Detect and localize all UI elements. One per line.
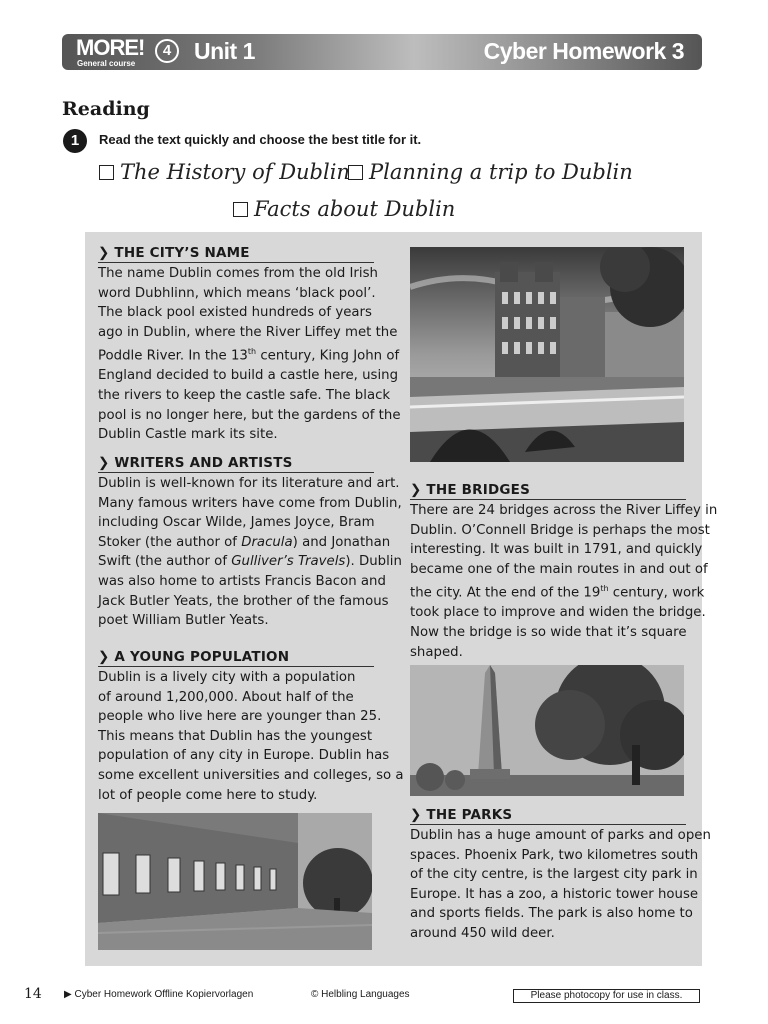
text-city-name [98, 264, 401, 445]
text-line: Swift (the author of Gulliver’s Travels). Dublin [98, 554, 402, 570]
footer-copyright: © Helbling Languages [311, 989, 410, 1000]
text-line: spaces. Phoenix Park, two kilometres south [410, 847, 699, 863]
text-line: poet William Butler Yeats. [98, 613, 269, 629]
heading-population: ❯ A YOUNG POPULATION [98, 649, 374, 667]
option-facts[interactable] [233, 197, 455, 221]
level-badge: 4 [155, 39, 179, 63]
text-line: the city. At the end of the 19th century, work [410, 584, 705, 601]
text-line: population of any city in Europe. Dublin has [98, 748, 390, 764]
section-title: Reading [62, 98, 150, 120]
option-label: The History of Dublin [120, 160, 350, 184]
text-line: and sports fields. The park is also home to [410, 906, 693, 922]
text-line: some excellent universities and colleges, so a [98, 767, 404, 783]
text-line: of the city centre, is the largest city park in [410, 867, 698, 883]
text-line: There are 24 bridges across the River Liffey in [410, 503, 718, 518]
text-line: Dublin. O’Connell Bridge is perhaps the most [410, 522, 710, 538]
heading-writers: ❯ WRITERS AND ARTISTS [98, 455, 374, 473]
footer-reference: ▶ Cyber Homework Offline Kopiervorlagen [64, 989, 254, 1000]
text-line: ago in Dublin, where the River Liffey met the [98, 324, 398, 340]
text-line: shaped. [410, 644, 463, 660]
task-instruction: Read the text quickly and choose the best title for it. [99, 132, 422, 147]
photo-bridge [410, 247, 684, 462]
text-line: This means that Dublin has the youngest [98, 728, 373, 744]
checkbox[interactable] [233, 202, 248, 217]
heading-city-name: ❯ THE CITY’S NAME [98, 245, 374, 263]
checkbox[interactable] [99, 165, 114, 180]
photo-college [98, 813, 372, 950]
text-line: lot of people come here to study. [98, 787, 318, 803]
text-line: became one of the main routes in and out of [410, 561, 708, 577]
heading-parks: ❯ THE PARKS [410, 807, 686, 825]
text-line: England decided to build a castle here, using [98, 368, 399, 384]
text-line: Dublin is a lively city with a population [98, 670, 356, 685]
text-line: The name Dublin comes from the old Irish [98, 266, 378, 281]
text-line: including Oscar Wilde, James Joyce, Bram [98, 515, 375, 531]
photocopy-note: Please photocopy for use in class. [513, 989, 700, 1003]
unit-label: Unit 1 [194, 38, 255, 64]
text-line: people who live here are younger than 25. [98, 709, 382, 725]
text-population [98, 668, 404, 805]
logo-subtitle: General course [77, 59, 136, 68]
homework-title: Cyber Homework 3 [483, 38, 684, 64]
option-planning[interactable] [348, 160, 633, 184]
text-bridges [410, 501, 717, 662]
checkbox[interactable] [348, 165, 363, 180]
text-line: the rivers to keep the castle safe. The black [98, 387, 391, 403]
text-line: Now the bridge is so wide that it’s square [410, 624, 687, 640]
logo: MORE! [76, 35, 145, 60]
option-label: Facts about Dublin [254, 197, 456, 221]
text-writers [98, 474, 402, 631]
text-line: pool is no longer here, but the gardens of the [98, 407, 401, 423]
text-line: was also home to artists Francis Bacon and [98, 573, 386, 589]
task-number: 1 [63, 129, 87, 153]
text-line: took place to improve and widen the bridge. [410, 605, 706, 621]
text-line: Dublin Castle mark its site. [98, 427, 278, 443]
text-line: Jack Butler Yeats, the brother of the famous [98, 593, 389, 609]
text-line: Europe. It has a zoo, a historic tower house [410, 886, 699, 902]
text-line: Poddle River. In the 13th century, King John of [98, 347, 400, 364]
option-label: Planning a trip to Dublin [369, 160, 633, 184]
text-parks [410, 826, 711, 944]
text-line: Dublin is well-known for its literature and art. [98, 476, 400, 491]
option-history[interactable] [99, 160, 350, 184]
text-line: interesting. It was built in 1791, and quickly [410, 542, 703, 558]
page-number: 14 [24, 986, 42, 1002]
text-line: of around 1,200,000. About half of the [98, 689, 354, 705]
heading-bridges: ❯ THE BRIDGES [410, 482, 686, 500]
text-line: Many famous writers have come from Dublin, [98, 495, 402, 511]
text-line: The black pool existed hundreds of years [98, 305, 372, 321]
text-line: Dublin has a huge amount of parks and open [410, 828, 711, 843]
text-line: Stoker (the author of Dracula) and Jonathan [98, 534, 391, 550]
text-line: word Dubhlinn, which means ‘black pool’. [98, 285, 376, 301]
photo-park [410, 665, 684, 796]
text-line: around 450 wild deer. [410, 925, 555, 941]
